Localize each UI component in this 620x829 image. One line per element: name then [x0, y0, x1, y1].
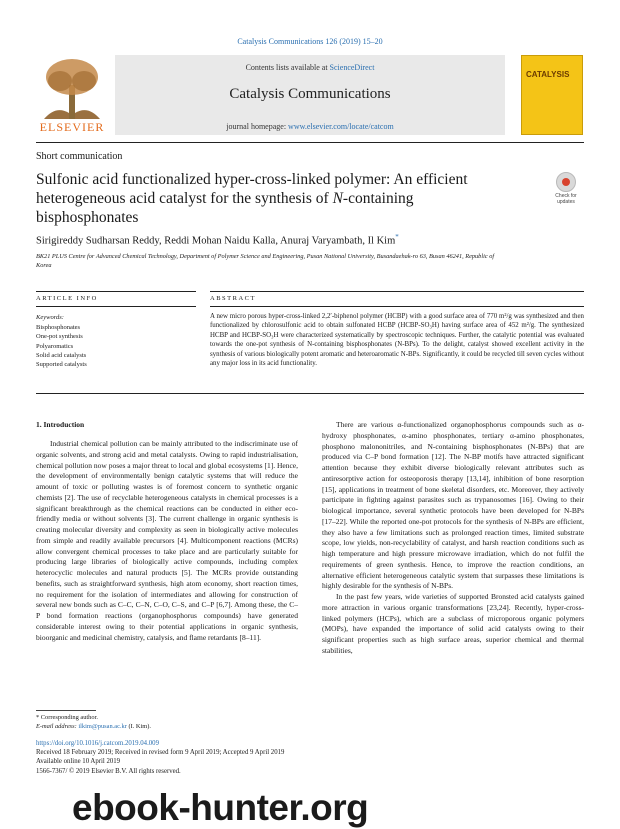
keyword: Supported catalysts: [36, 361, 87, 369]
author-list: [36, 233, 399, 247]
keywords-label: Keywords:: [36, 314, 64, 321]
contents-line: [115, 63, 505, 72]
title-italic: N: [332, 190, 343, 207]
title-part-2: -containing bisphosphonates: [36, 190, 414, 226]
corresponding-author-note: * Corresponding author.: [36, 714, 98, 721]
crossmark-button[interactable]: [548, 172, 584, 204]
elsevier-wordmark: ELSEVIER: [39, 120, 105, 134]
article-title: [36, 170, 486, 227]
intro-paragraph: In the past few years, wide varieties of supported Bronsted acid catalysts gained more attraction in various organic transformations [23,24]. Recently, hyper-cross-linked polymers (HCPs), which are a subclass of microporous organic polymers (MOPs), have expanded the importance of solid acid catalysts owing to their significant properties such as high surface areas, superior chemical and thermal stabilities,: [322, 592, 584, 655]
title-part-1: Sulfonic acid functionalized hyper-cross-linked polymer: An efficient heterogeneous acid catalyst for the synthesis of: [36, 171, 468, 207]
journal-title: Catalysis Communications: [229, 86, 391, 102]
sciencedirect-link[interactable]: ScienceDirect: [329, 63, 375, 72]
elsevier-tree-icon: [36, 55, 108, 121]
article-info-rule: [36, 291, 196, 292]
received-dates: Received 18 February 2019; Received in revised form 9 April 2019; Accepted 9 April 2019: [36, 749, 285, 756]
available-online: Available online 10 April 2019: [36, 758, 121, 765]
article-type: Short communication: [36, 151, 123, 162]
affiliation: BK21 PLUS Centre for Advanced Chemical Technology, Department of Polymer Science and Engineering, Pusan National University, Busandaehak-ro 63, Busan 46241, Republic of Korea: [36, 253, 495, 269]
keywords-list: [36, 323, 87, 369]
crossmark-label: Check for updates: [555, 193, 577, 205]
email-suffix: (I. Kim).: [126, 723, 151, 730]
footnote-rule: [36, 710, 96, 711]
doi-link[interactable]: https://doi.org/10.1016/j.catcom.2019.04.009: [36, 740, 159, 747]
keyword: One-pot synthesis: [36, 333, 83, 341]
homepage-prefix: journal homepage:: [226, 122, 289, 131]
intro-left-column: [36, 439, 298, 643]
email-note: [36, 723, 151, 730]
keyword: Polyaromatics: [36, 342, 74, 350]
keyword: Solid acid catalysts: [36, 351, 87, 359]
contents-prefix: Contents lists available at: [245, 63, 330, 72]
copyright: 1566-7367/ © 2019 Elsevier B.V. All rights reserved.: [36, 768, 181, 775]
abstract-end-rule: [36, 393, 584, 394]
email-label: E-mail address:: [36, 723, 79, 730]
cover-text: CATALYSIS: [526, 70, 570, 79]
journal-cover-thumbnail[interactable]: [521, 55, 583, 135]
abstract-rule: [210, 291, 584, 292]
authors: Sirigireddy Sudharsan Reddy, Reddi Mohan Naidu Kalla, Anuraj Varyambath, Il Kim: [36, 235, 396, 247]
abstract-heading: ABSTRACT: [210, 295, 256, 302]
abstract-subrule: [210, 306, 584, 307]
crossmark-icon: [556, 172, 576, 192]
intro-right-column: [322, 420, 584, 657]
journal-reference[interactable]: Catalysis Communications 126 (2019) 15–20: [237, 37, 383, 46]
homepage-line: [115, 122, 505, 131]
intro-paragraph: There are various α-functionalized organophosphorus compounds such as α-hydroxy phosphonates, α-amino phosphonates, tertiary α-amino phosphonates, phosphono malononitriles, and N-containing bisphosphonates (N-BPs) that are produced via C–P bond formation [12]. The N-BP motifs have attracted significant attention because they exhibit diverse biologically relevant attributes such as antiresorptive action for osteoporosis therapy [13,14], inhibition of bone resorption [15], applications in treatment of bone skeletal disorders, etc. Moreover, they actively participate in fighting against parasites such as trypanosomes [16]. Owing to their biological importance, several synthetic protocols have been developed for N-BPs [17–22]. While the reported one-pot protocols for the synthesis of N-BPs are efficient, they also have a few limitations such as prolonged reaction times, limited substrate scope, low yields, non-recyclability of catalyst, and harsh reaction conditions such as high temperature and high pressure microwave irradiation, which do not fulfil the requirements of green synthesis. Hence, to improve the reaction conditions, an alternative efficient heterogeneous catalytic system that surpasses these limitations is highly desirable for the synthesis of N-BPs.: [322, 420, 584, 591]
watermark: ebook-hunter.org: [72, 787, 369, 828]
article-info-heading: ARTICLE INFO: [36, 295, 98, 302]
keyword: Bisphosphonates: [36, 324, 81, 331]
abstract-text: A new micro porous hyper-cross-linked 2,2′-biphenol polymer (HCBP) with a good surface area of 770 m²/g was synthesized and then functionalized by chlorosulfonic acid to obtain sulfonated HCBP (HCBP-SO₃H) having surface area of 452 m²/g. The synthesized HCBP and HCBP-SO₃H were characterized systematically by spectroscopic techniques. Further, the catalytic potential was evaluated towards the one-pot synthesis of N-containing bisphosphonates (N-BPs). To the delight, catalyst showed excellent activity in the synthesis of various biologically potent aromatic and heteroaromatic N-BPs. Significantly, it could be recycled till seven cycles without any major loss in its acid functionality.: [210, 313, 584, 368]
elsevier-logo: [36, 55, 108, 135]
intro-paragraph: Industrial chemical pollution can be mainly attributed to the indiscriminate use of organic solvents, and strong acid and metal catalysts. Owing to rapid industrialisation, chemical pollution now poses a major threat to local and global ecosystems [1]. Hence, the development of environmentally benign catalytic systems that will reduce the amount of toxic or polluting wastes is of foremost concern to synthetic organic chemists [2]. The use of recyclable heterogeneous catalysts in chemical processes is a significant breakthrough as the chemical reactions can be conducted in either eco-friendly media or without solvents [3]. The current challenge in organic synthesis is creating molecular diversity and complexity as seen in biologically active molecules from simple and readily available precursors [4]. Multicomponent reactions (MCRs) allow convergent chemical processes to take place and are particularly suitable for producing large libraries of biologically active compounds, including complex heterocyclic molecules and natural products [5]. The MCRs provide outstanding benefits, such as straightforward synthesis, high atom economy, short reaction times, no requirement for the isolation of intermediates and allowing for construction of several new bonds such as C–C, C–N, C–O, C–S, and C–P [6,7]. Among these, the C–P bond formation reactions (organophosphorus compounds) have generated considerable interest owing to their potential applications in organic synthesis, bioorganic and medicinal chemistry, catalysis, and flame retardants [8–11].: [36, 439, 298, 642]
homepage-link[interactable]: www.elsevier.com/locate/catcom: [288, 122, 394, 131]
email-link[interactable]: ilkim@pusan.ac.kr: [78, 723, 127, 730]
section-heading-introduction: 1. Introduction: [36, 420, 85, 429]
article-info-subrule: [36, 306, 196, 307]
header-rule: [36, 142, 584, 143]
corresponding-author-marker[interactable]: *: [395, 233, 399, 241]
